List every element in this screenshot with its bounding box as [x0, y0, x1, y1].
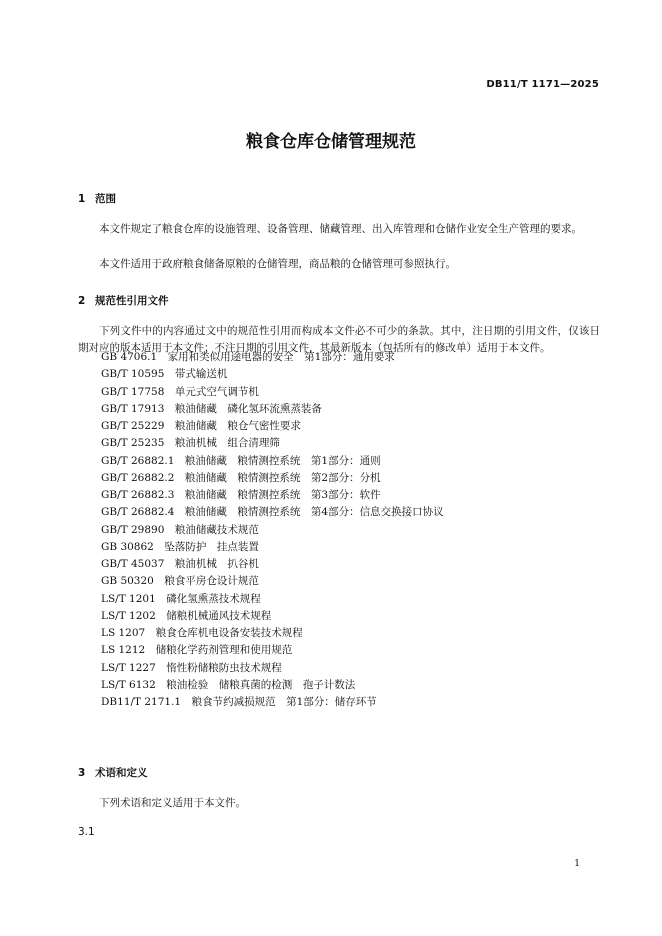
section-number: 1 — [78, 193, 86, 205]
reference-item: GB/T 25229 粮油储藏 粮仓气密性要求 — [101, 420, 301, 432]
reference-item: LS 1212 储粮化学药剂管理和使用规范 — [101, 644, 293, 657]
reference-item: DB11/T 2171.1 粮食节约减损规范 第1部分：储存环节 — [101, 696, 377, 708]
reference-item: GB 30862 坠落防护 挂点装置 — [101, 540, 259, 553]
subsection-number: 3.1 — [78, 826, 95, 838]
reference-item: GB/T 17913 粮油储藏 磷化氢环流熏蒸装备 — [101, 402, 322, 415]
reference-item: LS/T 1202 储粮机械通风技术规程 — [101, 609, 272, 622]
section-number: 3 — [78, 767, 86, 779]
scope-paragraph-1: 本文件规定了粮食仓库的设施管理、设备管理、储藏管理、出入库管理和仓储作业安全生产管理的要求。 — [99, 223, 582, 235]
section-title: 规范性引用文件 — [95, 295, 169, 307]
reference-item: LS 1207 粮食仓库机电设备安装技术规程 — [101, 627, 303, 639]
section-heading-scope — [78, 191, 116, 206]
reference-item: GB/T 45037 粮油机械 扒谷机 — [101, 558, 259, 570]
reference-item: GB/T 17758 单元式空气调节机 — [101, 385, 259, 398]
reference-item: GB/T 26882.3 粮油储藏 粮情测控系统 第3部分：软件 — [101, 489, 381, 501]
reference-item: GB/T 26882.1 粮油储藏 粮情测控系统 第1部分：通则 — [101, 454, 381, 467]
reference-list — [101, 349, 444, 711]
section-heading-normative-references — [78, 293, 169, 308]
document-code: DB11/T 1171—2025 — [486, 79, 599, 90]
reference-item: GB/T 25235 粮油机械 组合清理筛 — [101, 437, 280, 450]
reference-item: GB/T 26882.2 粮油储藏 粮情测控系统 第2部分：分机 — [101, 471, 381, 484]
scope-paragraph-2: 本文件适用于政府粮食储备原粮的仓储管理，商品粮的仓储管理可参照执行。 — [99, 258, 456, 270]
reference-item: GB 50320 粮食平房仓设计规范 — [101, 575, 259, 588]
reference-item: GB/T 10595 带式输送机 — [101, 368, 228, 381]
terms-intro-paragraph: 下列术语和定义适用于本文件。 — [99, 797, 246, 809]
reference-item: GB/T 29890 粮油储藏技术规范 — [101, 523, 259, 536]
page-number: 1 — [574, 859, 580, 869]
section-number: 2 — [78, 295, 86, 307]
reference-item: LS/T 6132 粮油检验 储粮真菌的检测 孢子计数法 — [101, 678, 356, 691]
document-title: 粮食仓库仓储管理规范 — [246, 132, 416, 152]
normative-intro-paragraph: 下列文件中的内容通过文中的规范性引用而构成本文件必不可少的条款。其中，注日期的引用文件，仅该日期对应的版本适用于本文件；不注日期的引用文件，其最新版本（包括所有的修改单）适用于本文件。 — [78, 325, 600, 354]
reference-item: GB/T 26882.4 粮油储藏 粮情测控系统 第4部分：信息交换接口协议 — [101, 506, 444, 519]
section-heading-terms-definitions — [78, 765, 148, 780]
reference-item: LS/T 1201 磷化氢熏蒸技术规程 — [101, 592, 261, 605]
section-title: 范围 — [95, 193, 116, 205]
reference-item: GB 4706.1 家用和类似用途电器的安全 第1部分：通用要求 — [101, 351, 395, 363]
section-title: 术语和定义 — [95, 767, 148, 779]
reference-item: LS/T 1227 惰性粉储粮防虫技术规程 — [101, 661, 282, 674]
